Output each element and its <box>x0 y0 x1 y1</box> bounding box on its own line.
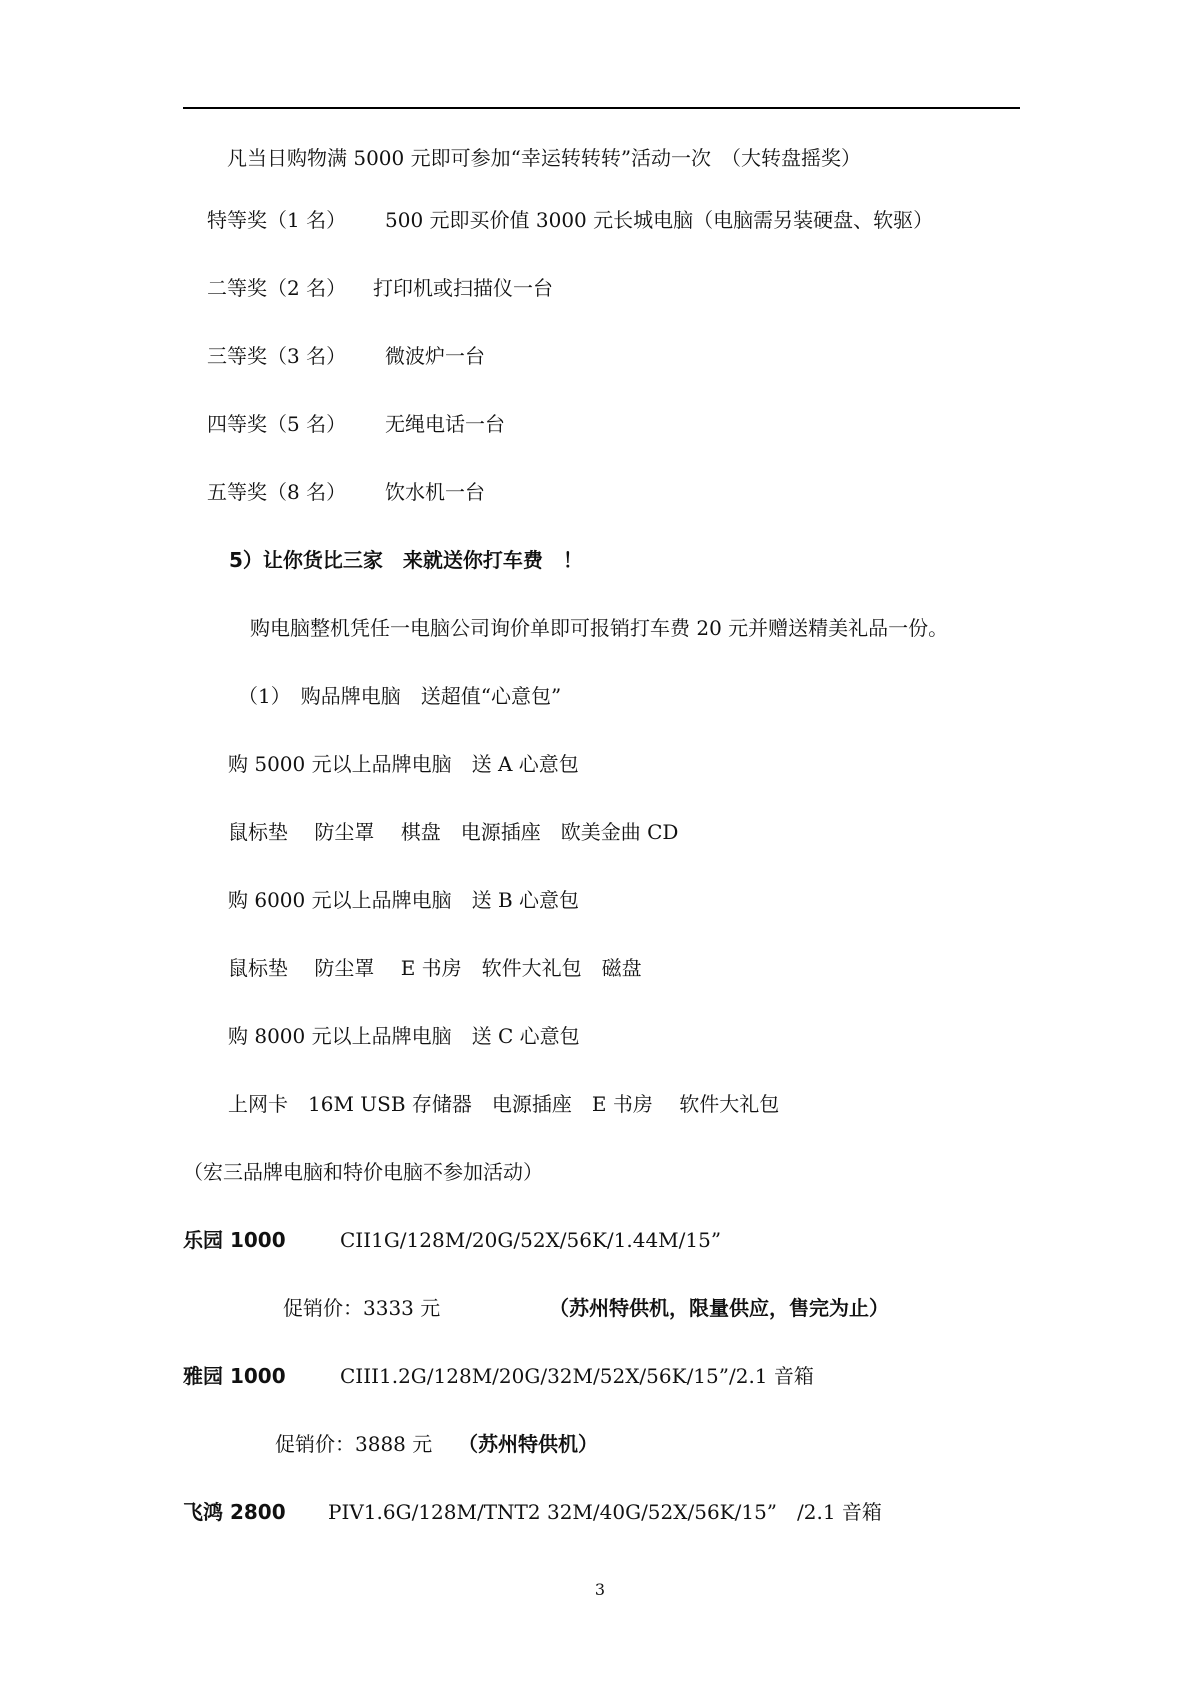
product-remark-2: （苏州特供机） <box>458 1432 598 1456</box>
product-price-1: 促销价：3333 元 <box>283 1296 441 1320</box>
prize-rank-fourth: 四等奖（5 名） <box>207 412 347 436</box>
lottery-intro: 凡当日购物满 5000 元即可参加“幸运转转转”活动一次 （大转盘摇奖） <box>227 146 862 170</box>
header-rule <box>183 107 1020 109</box>
prize-desc-fifth: 饮水机一台 <box>385 480 485 504</box>
gift-items-a: 鼠标垫 防尘罩 棋盘 电源插座 欧美金曲 CD <box>228 820 679 844</box>
gift-line-a: 购 5000 元以上品牌电脑 送 A 心意包 <box>228 752 579 776</box>
prize-rank-fifth: 五等奖（8 名） <box>207 480 347 504</box>
page-number: 3 <box>594 1580 606 1599</box>
prize-rank-second: 二等奖（2 名） <box>207 276 347 300</box>
gift-line-b: 购 6000 元以上品牌电脑 送 B 心意包 <box>228 888 580 912</box>
gift-title: （1） 购品牌电脑 送超值“心意包” <box>238 684 562 708</box>
gift-note: （宏三品牌电脑和特价电脑不参加活动） <box>183 1160 543 1184</box>
prize-rank-special: 特等奖（1 名） <box>207 208 347 232</box>
section5-body: 购电脑整机凭任一电脑公司询价单即可报销打车费 20 元并赠送精美礼品一份。 <box>250 616 949 640</box>
gift-items-b: 鼠标垫 防尘罩 E 书房 软件大礼包 磁盘 <box>228 956 642 980</box>
product-name-2: 雅园 1000 <box>183 1364 286 1388</box>
product-spec-2: CIII1.2G/128M/20G/32M/52X/56K/15”/2.1 音箱 <box>340 1364 814 1388</box>
product-price-2: 促销价：3888 元 <box>275 1432 433 1456</box>
product-spec-3: PIV1.6G/128M/TNT2 32M/40G/52X/56K/15” /2.1 音箱 <box>328 1500 882 1524</box>
product-name-1: 乐园 1000 <box>183 1228 286 1252</box>
product-remark-1: （苏州特供机，限量供应，售完为止） <box>549 1296 889 1320</box>
prize-desc-fourth: 无绳电话一台 <box>385 412 505 436</box>
prize-desc-third: 微波炉一台 <box>385 344 485 368</box>
product-name-3: 飞鸿 2800 <box>183 1500 286 1524</box>
product-spec-1: CII1G/128M/20G/52X/56K/1.44M/15” <box>340 1228 722 1252</box>
prize-desc-special: 500 元即买价值 3000 元长城电脑（电脑需另装硬盘、软驱） <box>385 208 934 232</box>
gift-items-c: 上网卡 16M USB 存储器 电源插座 E 书房 软件大礼包 <box>228 1092 780 1116</box>
gift-line-c: 购 8000 元以上品牌电脑 送 C 心意包 <box>228 1024 580 1048</box>
prize-rank-third: 三等奖（3 名） <box>207 344 347 368</box>
prize-desc-second: 打印机或扫描仪一台 <box>373 276 553 300</box>
section5-heading: 5）让你货比三家 来就送你打车费 ！ <box>229 548 583 572</box>
